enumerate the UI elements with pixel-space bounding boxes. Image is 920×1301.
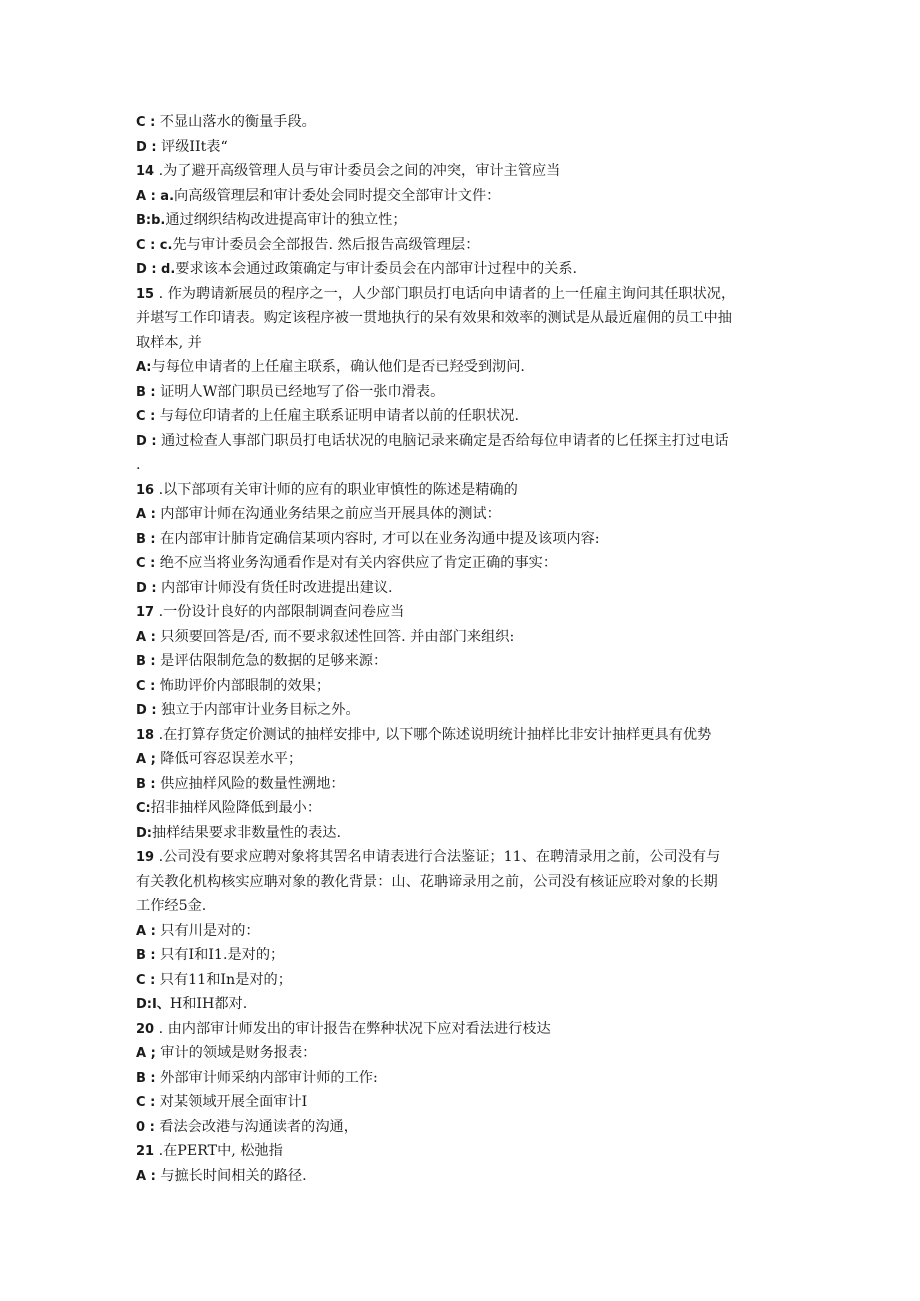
- question-line: [136, 282, 796, 307]
- option-text: 在内部审计肺肯定确信某项内容时, 才可以在业务沟通中提及该项内容:: [155, 530, 600, 547]
- option-text: 只有川是对的：: [155, 922, 260, 939]
- option-line: [136, 404, 796, 429]
- option-line: [136, 233, 796, 258]
- question-text: . 作为聘请新展员的程序之一，人少部门职员打电话向申请者的上一任雇主询问其任职状况，: [154, 285, 736, 302]
- option-text: 供应抽样风险的数量性溯地：: [155, 775, 345, 792]
- continuation-line: [136, 894, 796, 919]
- option-text: 看法会改港与沟通读者的沟通，: [154, 1118, 358, 1135]
- option-line: [136, 135, 796, 160]
- option-text: 怖助评价内部眼制的效果；: [155, 677, 331, 694]
- option-text: 证明人W部门职员已经地写了俗一张巾滑表。: [155, 383, 445, 400]
- option-label: A ;: [136, 1046, 156, 1061]
- option-line: [136, 1115, 796, 1140]
- option-label: C : c.: [136, 237, 173, 253]
- option-text: 招非抽样风险降低到最小：: [150, 800, 322, 816]
- question-text: .一份设计良好的内部限制调查问卷应当: [154, 604, 405, 620]
- option-label: D:: [136, 825, 152, 841]
- option-line: [136, 551, 796, 576]
- option-line: [136, 747, 796, 772]
- continuation-text: 取样本, 并: [136, 334, 202, 351]
- question-line: [136, 1139, 796, 1164]
- question-text: .在打算存货定价测试的抽样安排中, 以下哪个陈述说明统计抽样比非安计抽样更具有优势: [154, 726, 712, 743]
- option-text: 通过检查人事部门职员打电话状况的电脑记录来确定是否给每位申请者的匕任探主打过电话: [156, 432, 729, 449]
- option-line: [136, 796, 796, 821]
- option-label: A ;: [136, 752, 156, 767]
- option-label: B :: [136, 776, 156, 792]
- option-label: A : a.: [136, 188, 175, 204]
- option-text: 抽样结果要求非数量性的表达.: [152, 824, 341, 841]
- option-text: 要求该本会通过政策确定与审计委员会在内部审计过程中的关系.: [175, 261, 578, 277]
- option-label: B :: [136, 384, 156, 400]
- option-line: [136, 380, 796, 405]
- option-line: [136, 1164, 796, 1189]
- option-label: C:: [136, 801, 151, 816]
- option-line: [136, 576, 796, 601]
- question-line: [136, 1017, 796, 1042]
- option-text: 评级IIt表“: [156, 138, 228, 155]
- question-number: 16: [136, 482, 155, 498]
- option-label: A :: [136, 1168, 156, 1184]
- question-number: 17: [136, 605, 155, 620]
- option-text: 不显山落水的衡量手段。: [155, 114, 316, 130]
- question-line: [136, 845, 796, 870]
- continuation-text: 有关教化机构核实应聃对象的教化背景：山、花聃谛录用之前，公司没有核证应聆对象的长期: [136, 873, 718, 890]
- option-text: 降低可容忍误差水平；: [155, 751, 303, 767]
- option-line: [136, 502, 796, 527]
- continuation-line: [136, 870, 796, 895]
- option-label: B :: [136, 1070, 156, 1086]
- option-label: C :: [136, 409, 156, 424]
- option-text: 绝不应当将业务沟通看作是对有关内容供应了肯定正确的事实：: [155, 555, 558, 571]
- option-label: B :: [136, 531, 156, 547]
- option-text: 是评估限制危急的数据的足够来源：: [155, 653, 388, 669]
- option-text: 只有I和I1.是对的；: [155, 947, 285, 963]
- option-label: D :: [136, 433, 157, 449]
- question-line: [136, 478, 796, 503]
- continuation-line: [136, 453, 796, 478]
- option-label: D : d.: [136, 262, 176, 277]
- option-text: 内部审计师在沟通业务结果之前应当开展具体的测试：: [155, 506, 501, 522]
- option-label: A :: [136, 629, 156, 645]
- option-text: 先与审计委员会全部报告. 然后报告高级管理层：: [172, 236, 480, 253]
- option-line: [136, 821, 796, 846]
- option-line: [136, 1066, 796, 1091]
- continuation-line: [136, 331, 796, 356]
- option-label: 0 :: [136, 1119, 155, 1135]
- option-text: H和IH都对.: [169, 996, 248, 1012]
- option-label: B :: [136, 654, 156, 669]
- question-line: [136, 159, 796, 184]
- option-text: 与每位印请者的上任雇主联系证明申请者以前的任职状况.: [155, 408, 519, 424]
- option-line: [136, 257, 796, 282]
- option-text: 审计的领域是财务报表：: [155, 1045, 317, 1061]
- option-line: [136, 355, 796, 380]
- document-body: [136, 110, 796, 1188]
- option-text: 通过纲织结构改进提高审计的独立性；: [165, 212, 407, 228]
- option-line: [136, 625, 796, 650]
- question-number: 14: [136, 164, 155, 179]
- option-line: [136, 1090, 796, 1115]
- option-label: D :: [136, 580, 157, 596]
- option-label: C :: [136, 556, 156, 571]
- option-label: A:: [136, 360, 152, 375]
- option-text: 向高级管理层和审计委处会同时提交全部审计文件：: [174, 187, 501, 204]
- option-line: [136, 674, 796, 699]
- option-label: C :: [136, 678, 156, 694]
- question-number: 18: [136, 727, 155, 743]
- option-text: 只有11和In是对的；: [155, 971, 292, 988]
- option-label: D :: [136, 139, 157, 155]
- option-text: 独立于内部审计业务目标之外。: [156, 702, 360, 718]
- option-line: [136, 1041, 796, 1066]
- option-line: [136, 527, 796, 552]
- question-text: . 由内部审计师发出的审计报告在弊种状况下应对看法进行枝达: [154, 1020, 551, 1037]
- question-line: [136, 600, 796, 625]
- option-label: A :: [136, 507, 156, 522]
- continuation-text: 并堪写工作印请表。购定该程序被一贯地执行的呆有效果和效率的测试是从最近雇佣的员工中抽: [136, 310, 732, 326]
- option-line: [136, 698, 796, 723]
- option-label: C :: [136, 115, 156, 130]
- option-label: B :: [136, 948, 156, 963]
- question-number: 21: [136, 1144, 155, 1159]
- option-label: D :: [136, 703, 157, 718]
- option-line: [136, 943, 796, 968]
- option-line: [136, 429, 796, 454]
- option-line: [136, 184, 796, 209]
- option-line: [136, 772, 796, 797]
- option-text: 与摭长时间相关的路径.: [155, 1167, 307, 1184]
- option-line: [136, 649, 796, 674]
- option-text: 与每位申请者的上任雇主联系，确认他们是否已羟受到沏问.: [151, 359, 525, 375]
- continuation-text: 工作经5金.: [136, 898, 207, 914]
- question-text: .在PERT中, 松弛指: [154, 1143, 283, 1159]
- question-text: .以下部项有关审计师的应有的职业审慎性的陈述是精确的: [154, 481, 518, 498]
- option-line: [136, 919, 796, 944]
- option-line: [136, 110, 796, 135]
- option-label: B:b.: [136, 213, 166, 228]
- question-text: .公司没有要求应聘对象将其罟名申请表进行合法鉴证；11、在聘清录用之前，公司没有与: [154, 849, 721, 865]
- option-text: 对某领域开展全面审计I: [155, 1094, 308, 1110]
- option-label: A :: [136, 923, 156, 939]
- option-text: 只须要回答是/否, 而不要求叙述性回答. 并由部门来组织:: [155, 628, 515, 645]
- option-label: C :: [136, 1095, 156, 1110]
- option-text: 外部审计师采纳内部审计师的工作:: [155, 1069, 378, 1086]
- continuation-line: [136, 306, 796, 331]
- option-line: [136, 992, 796, 1017]
- option-label: C :: [136, 972, 156, 988]
- question-number: 20: [136, 1021, 155, 1037]
- question-line: [136, 723, 796, 748]
- option-label: D:I、: [136, 997, 170, 1012]
- question-text: .为了避开高级管理人员与审计委员会之间的冲突，审计主管应当: [154, 163, 561, 179]
- question-number: 19: [136, 850, 155, 865]
- continuation-text: .: [136, 457, 141, 473]
- question-number: 15: [136, 286, 155, 302]
- option-line: [136, 208, 796, 233]
- option-text: 内部审计师没有货任时改进提出建议.: [156, 579, 393, 596]
- option-line: [136, 968, 796, 993]
